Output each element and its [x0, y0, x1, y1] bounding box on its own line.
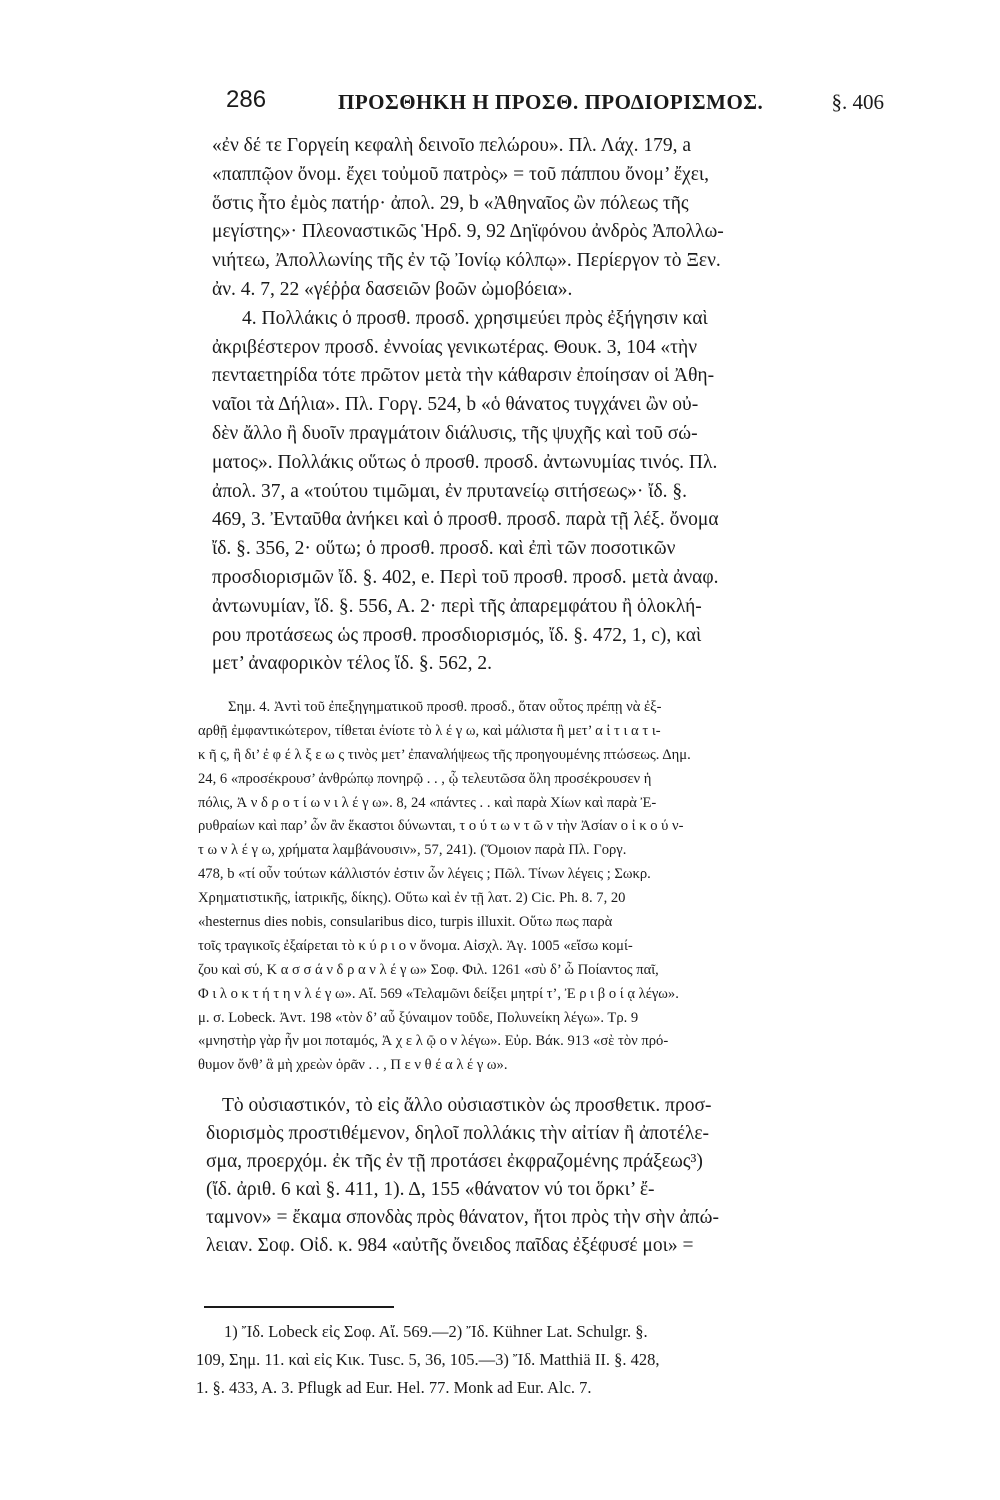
text-line: ἴδ. §. 356, 2· οὕτω; ὁ προσθ. προσδ. καὶ ἐπὶ τῶν ποσοτικῶν — [212, 538, 676, 560]
note-line: πόλις, Ἀ ν δ ρ ο τ ί ω ν ι λ έ γ ω». 8, 24 «πάντες . . καὶ παρὰ Χίων καὶ παρὰ Ἐ- — [198, 794, 657, 811]
text-line: ἀκριβέστερον προσδ. ἐννοίας γενικωτέρας. Θουκ. 3, 104 «τὴν — [212, 336, 698, 358]
text-line: ρου προτάσεως ὡς προσθ. προσδιορισμός, ἴδ. §. 472, 1, c), καὶ — [212, 624, 702, 646]
note-line: τ ω ν λ έ γ ω, χρήματα λαμβάνουσιν», 57, 241). (Ὅμοιον παρὰ Πλ. Γοργ. — [198, 842, 627, 859]
text-line: ἀν. 4. 7, 22 «γέῤῥα δασειῶν βοῶν ὠμοβόεια». — [212, 278, 573, 300]
note-line: Χρηματιστικῆς, ἰατρικῆς, δίκης). Οὕτω καὶ ἐν τῇ λατ. 2) Cic. Ph. 8. 7, 20 — [198, 890, 626, 907]
text-line: προσδιορισμῶν ἴδ. §. 402, e. Περὶ τοῦ προσθ. προσδ. μετὰ ἀναφ. — [212, 566, 719, 588]
page-header — [226, 86, 884, 120]
note-line: «hesternus dies nobis, consularibus dico, turpis illuxit. Οὕτω πως παρὰ — [198, 914, 613, 931]
note-block — [198, 696, 888, 1078]
note-line: «μνηστὴρ γὰρ ἦν μοι ποταμός, Ἀ χ ε λ ῷ ο ν λέγω». Εὐρ. Βάκ. 913 «σὲ τὸν πρό- — [198, 1033, 669, 1050]
note-line: Σημ. 4. Ἀντὶ τοῦ ἐπεξηγηματικοῦ προσθ. προσδ., ὅταν οὗτος πρέπῃ νὰ ἐξ- — [228, 699, 662, 715]
text-line: δὲν ἄλλο ἢ δυοῖν πραγμάτοιν διάλυσις, τῆς ψυχῆς καὶ τοῦ σώ- — [212, 422, 698, 444]
running-head: ΠΡΟΣΘΗΚΗ Η ΠΡΟΣΘ. ΠΡΟΔΙΟΡΙΣΜΟΣ. — [338, 90, 764, 114]
text-line: ναῖοι τὰ Δήλια». Πλ. Γοργ. 524, b «ὁ θάνατος τυγχάνει ὢν οὐ- — [212, 394, 699, 416]
text-line: διορισμὸς προστιθέμενον, δηλοῖ πολλάκις τὴν αἰτίαν ἢ ἀποτέλε- — [206, 1123, 710, 1144]
footnotes-block — [196, 1318, 896, 1402]
text-line: σμα, προερχόμ. ἐκ τῆς ἐν τῇ προτάσει ἐκφραζομένης πράξεως³) — [206, 1151, 703, 1172]
text-line: «ἐν δέ τε Γοργείη κεφαλὴ δεινοῖο πελώρου». Πλ. Λάχ. 179, a — [212, 135, 691, 156]
footnote-line: 1) Ἴδ. Lobeck εἰς Σοφ. Αἴ. 569.—2) Ἴδ. Kühner Lat. Schulgr. §. — [224, 1322, 648, 1341]
section-reference: §. 406 — [831, 90, 884, 114]
page-number: 286 — [226, 86, 267, 113]
text-line: 469, 3. Ἐνταῦθα ἀνήκει καὶ ὁ προσθ. προσδ. παρὰ τῇ λέξ. ὄνομα — [212, 509, 719, 531]
main-text-block — [212, 132, 888, 679]
text-line: μεγίστης»· Πλεοναστικῶς Ἡρδ. 9, 92 Δηϊφόνου ἀνδρὸς Ἀπολλω- — [212, 221, 724, 243]
text-line: νιήτεω, Ἀπολλωνίης τῆς ἐν τῷ Ἰονίῳ κόλπῳ». Περίεργον τὸ Ξεν. — [212, 250, 721, 272]
footnote-line: 109, Σημ. 11. καὶ εἰς Κικ. Tusc. 5, 36, 105.—3) Ἴδ. Matthiä II. §. 428, — [196, 1350, 660, 1369]
text-line: ματος». Πολλάκις οὕτως ὁ προσθ. προσδ. ἀντωνυμίας τινός. Πλ. — [212, 451, 718, 473]
footnote-divider — [204, 1306, 394, 1308]
note-line: 478, b «τί οὖν τούτων κάλλιστόν ἐστιν ὧν λέγεις ; Πῶλ. Τίνων λέγεις ; Σωκρ. — [198, 866, 651, 883]
text-line: 4. Πολλάκις ὁ προσθ. προσδ. χρησιμεύει πρὸς ἐξήγησιν καὶ — [242, 307, 708, 329]
note-line: αρθῇ ἐμφαντικώτερον, τίθεται ἐνίοτε τὸ λ έ γ ω, καὶ μάλιστα ἢ μετ’ α ἰ τ ι α τ ι- — [198, 722, 661, 739]
text-line: (ἴδ. ἀριθ. 6 καὶ §. 411, 1). Δ, 155 «θάνατον νύ τοι ὅρκι’ ἔ- — [206, 1179, 655, 1200]
note-line: θυμον ὄνθ’ ἃ μὴ χρεὼν ὁρᾶν . . , Π ε ν θ έ α λ έ γ ω». — [198, 1057, 508, 1074]
note-line: μ. σ. Lobeck. Ἀντ. 198 «τὸν δ’ αὖ ξύναιμον τοῦδε, Πολυνείκη λέγω». Τρ. 9 — [198, 1009, 639, 1026]
text-line: ἀντωνυμίαν, ἴδ. §. 556, Α. 2· περὶ τῆς ἀπαρεμφάτου ἢ ὁλοκλή- — [212, 595, 702, 617]
note-line: ζου καὶ σύ, Κ α σ σ ά ν δ ρ α ν λ έ γ ω» Σοφ. Φιλ. 1261 «σὺ δ’ ὦ Ποίαντος παῖ, — [198, 961, 659, 978]
text-line: «παππῷον ὄνομ. ἔχει τοὐμοῦ πατρὸς» = τοῦ πάππου ὄνομ’ ἔχει, — [212, 163, 710, 185]
note-line: 24, 6 «προσέκρουσ’ ἀνθρώπῳ πονηρῷ . . , ᾧ τελευτῶσα ὅλη προσέκρουσεν ἡ — [198, 770, 652, 787]
footnote-line: 1. §. 433, A. 3. Pflugk ad Eur. Hel. 77. Monk ad Eur. Alc. 7. — [196, 1378, 592, 1397]
text-line: ταμνον» = ἔκαμα σπονδὰς πρὸς θάνατον, ἤτοι πρὸς τὴν σὴν ἀπώ- — [206, 1207, 719, 1228]
note-line: τοῖς τραγικοῖς ἐξαίρεται τὸ κ ύ ρ ι ο ν ὄνομα. Αἰσχλ. Ἀγ. 1005 «εἴσω κομί- — [198, 937, 633, 954]
text-line: Τὸ οὐσιαστικόν, τὸ εἰς ἄλλο οὐσιαστικὸν ὡς προσθετικ. προσ- — [222, 1095, 712, 1116]
text-line: ὅστις ἦτο ἐμὸς πατήρ· ἀπολ. 29, b «Ἀθηναῖος ὢν πόλεως τῆς — [212, 192, 689, 214]
paragraph-block — [206, 1092, 888, 1260]
text-line: πενταετηρίδα τότε πρῶτον μετὰ τὴν κάθαρσιν ἐποίησαν οἱ Ἀθη- — [212, 365, 715, 387]
note-line: ρυθραίων καὶ παρ’ ὧν ἂν ἕκαστοι δύνωνται, τ ο ύ τ ω ν τ ῶ ν τὴν Ἀσίαν ο ἰ κ ο ύ ν- — [198, 818, 684, 835]
note-line: κ ῆ ς, ἢ δι’ ἐ φ έ λ ξ ε ω ς τινὸς μετ’ ἐπαναλήψεως τῆς προηγουμένης πτώσεως. Δημ. — [198, 746, 691, 763]
text-line: ἀπολ. 37, a «τούτου τιμῶμαι, ἐν πρυτανείῳ σιτήσεως»· ἴδ. §. — [212, 480, 688, 502]
note-line: Φ ι λ ο κ τ ή τ η ν λ έ γ ω». Αἴ. 569 «Τελαμῶνι δείξει μητρί τ’, Ἐ ρ ι β ο ί ᾳ λέγω». — [198, 985, 679, 1002]
text-line: λειαν. Σοφ. Οἰδ. κ. 984 «αὐτῆς ὄνειδος παῖδας ἐξέφυσέ μοι» = — [206, 1235, 694, 1256]
text-line: μετ’ ἀναφορικὸν τέλος ἴδ. §. 562, 2. — [212, 653, 493, 675]
